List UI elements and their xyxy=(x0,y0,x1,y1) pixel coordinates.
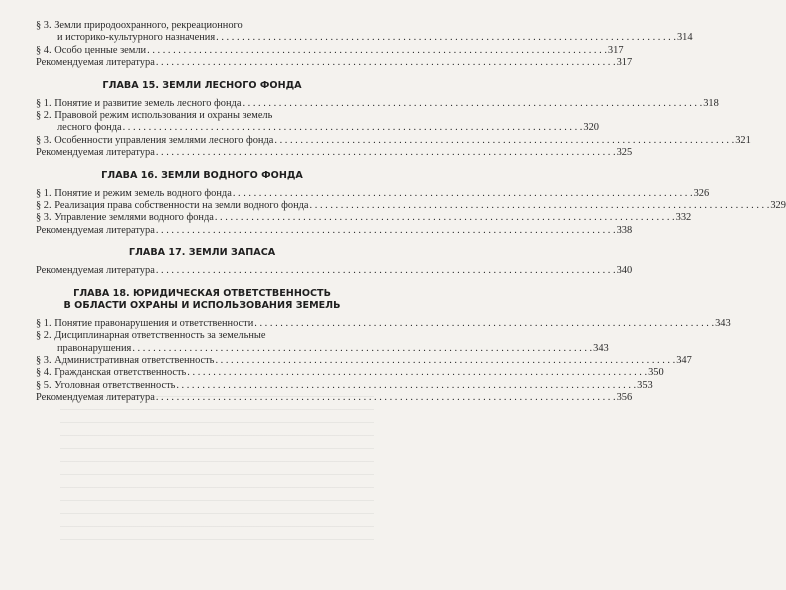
toc-literature xyxy=(36,147,633,159)
entry-title: Понятие и режим земель водного фонда xyxy=(54,187,232,199)
toc-section-top xyxy=(36,20,693,70)
entry-number: § 3. xyxy=(36,354,52,366)
toc-chapter-15 xyxy=(36,79,751,160)
entry-number: § 2. xyxy=(36,110,52,122)
literature-page-number: 340 xyxy=(616,265,633,277)
entry-title: Понятие правонарушения и ответственности xyxy=(54,317,254,329)
entry-page-number: 353 xyxy=(637,379,653,391)
entry-title: Дисциплинарная ответственность за земельные xyxy=(54,330,266,342)
entry-title: Правовой режим использования и охраны земель xyxy=(54,110,273,122)
dot-leader xyxy=(176,380,636,392)
entry-page-number: 343 xyxy=(593,342,609,354)
entry-number: § 3. xyxy=(36,20,52,31)
dot-leader xyxy=(215,355,675,367)
dot-leader xyxy=(132,343,592,355)
entry-title: Реализация права собственности на земли водного фонда xyxy=(54,200,309,212)
entry-number: § 1. xyxy=(36,317,52,329)
entry-page-number: 343 xyxy=(715,317,731,329)
toc-entry xyxy=(36,134,751,147)
dot-leader xyxy=(156,265,616,277)
dot-leader xyxy=(242,98,702,110)
toc-entry xyxy=(36,97,719,110)
chapter-heading: ГЛАВА 17. ЗЕМЛИ ЗАПАСА xyxy=(128,247,276,259)
toc-entry xyxy=(36,330,609,355)
dot-leader xyxy=(310,200,770,212)
entry-number: § 3. xyxy=(36,134,52,146)
dot-leader xyxy=(254,318,714,330)
entry-title: Управление землями водного фонда xyxy=(54,212,214,224)
entry-page-number: 321 xyxy=(735,134,751,146)
literature-title: Рекомендуемая литература xyxy=(36,147,155,159)
entry-title: Понятие и развитие земель лесного фонда xyxy=(54,97,242,109)
entry-number: § 2. xyxy=(36,200,52,212)
entry-title: Административная ответственность xyxy=(54,354,215,366)
toc-entry xyxy=(36,212,692,224)
entry-page-number: 317 xyxy=(607,44,624,56)
entry-title: Уголовная ответственность xyxy=(54,379,176,391)
dot-leader xyxy=(274,135,734,147)
dot-leader xyxy=(156,225,616,237)
entry-number: § 1. xyxy=(36,187,52,199)
entry-number: § 5. xyxy=(36,379,52,391)
dot-leader xyxy=(216,32,676,44)
toc-literature xyxy=(36,265,633,277)
chapter-heading: ГЛАВА 15. ЗЕМЛИ ЛЕСНОГО ФОНДА xyxy=(102,79,302,91)
toc-entry xyxy=(36,110,599,135)
literature-page-number: 317 xyxy=(616,57,633,69)
toc-entry xyxy=(36,354,692,367)
dot-leader xyxy=(233,188,693,200)
entry-number: § 1. xyxy=(36,97,52,109)
toc-entry xyxy=(36,44,624,57)
entry-number: § 4. xyxy=(36,367,52,379)
entry-page-number: 332 xyxy=(675,212,692,224)
dot-leader xyxy=(156,57,616,69)
chapter-heading-line: ГЛАВА 18. ЮРИДИЧЕСКАЯ ОТВЕТСТВЕННОСТЬ xyxy=(73,287,331,299)
literature-title: Рекомендуемая литература xyxy=(36,224,155,236)
entry-title-continued: и историко-культурного назначения xyxy=(57,32,216,44)
chapter-heading xyxy=(36,288,368,312)
entry-number: § 3. xyxy=(36,212,52,224)
entry-title-continued: лесного фонда xyxy=(57,122,122,134)
toc-chapter-17 xyxy=(36,247,633,277)
toc-literature xyxy=(36,224,633,237)
chapter-heading: ГЛАВА 16. ЗЕМЛИ ВОДНОГО ФОНДА xyxy=(101,169,303,181)
entry-title: Особо ценные земли xyxy=(54,44,147,56)
literature-title: Рекомендуемая литература xyxy=(36,392,155,404)
toc-chapter-18 xyxy=(36,287,731,405)
entry-title-continued: правонарушения xyxy=(57,342,132,354)
entry-page-number: 314 xyxy=(676,32,693,44)
entry-page-number: 318 xyxy=(703,97,719,109)
bleed-through-texture xyxy=(60,396,374,546)
entry-page-number: 320 xyxy=(583,122,599,134)
entry-page-number: 347 xyxy=(676,354,692,366)
entry-title: Земли природоохранного, рекреационного xyxy=(54,20,243,31)
literature-page-number: 356 xyxy=(616,392,633,404)
toc-chapter-16 xyxy=(36,169,786,238)
toc-entry xyxy=(36,20,693,45)
entry-page-number: 326 xyxy=(693,187,710,199)
entry-number: § 2. xyxy=(36,330,52,342)
literature-page-number: 338 xyxy=(616,224,633,236)
toc-literature xyxy=(36,57,633,69)
dot-leader xyxy=(215,212,675,224)
entry-title: Особенности управления землями лесного фонда xyxy=(54,134,274,146)
entry-page-number: 350 xyxy=(648,367,664,379)
toc-entry xyxy=(36,187,710,200)
dot-leader xyxy=(156,147,616,159)
toc-entry xyxy=(36,367,664,379)
toc-entry xyxy=(36,317,731,330)
dot-leader xyxy=(123,122,583,134)
literature-page-number: 325 xyxy=(616,147,633,159)
chapter-heading-line: В ОБЛАСТИ ОХРАНЫ И ИСПОЛЬЗОВАНИЯ ЗЕМЕЛЬ xyxy=(63,299,341,311)
dot-leader xyxy=(147,45,607,57)
entry-number: § 4. xyxy=(36,44,52,56)
literature-title: Рекомендуемая литература xyxy=(36,265,155,277)
toc-entry xyxy=(36,379,653,392)
entry-title: Гражданская ответственность xyxy=(54,367,187,379)
dot-leader xyxy=(187,367,647,379)
entry-page-number: 329 xyxy=(770,200,786,212)
toc-entry xyxy=(36,200,786,212)
literature-title: Рекомендуемая литература xyxy=(36,57,155,69)
